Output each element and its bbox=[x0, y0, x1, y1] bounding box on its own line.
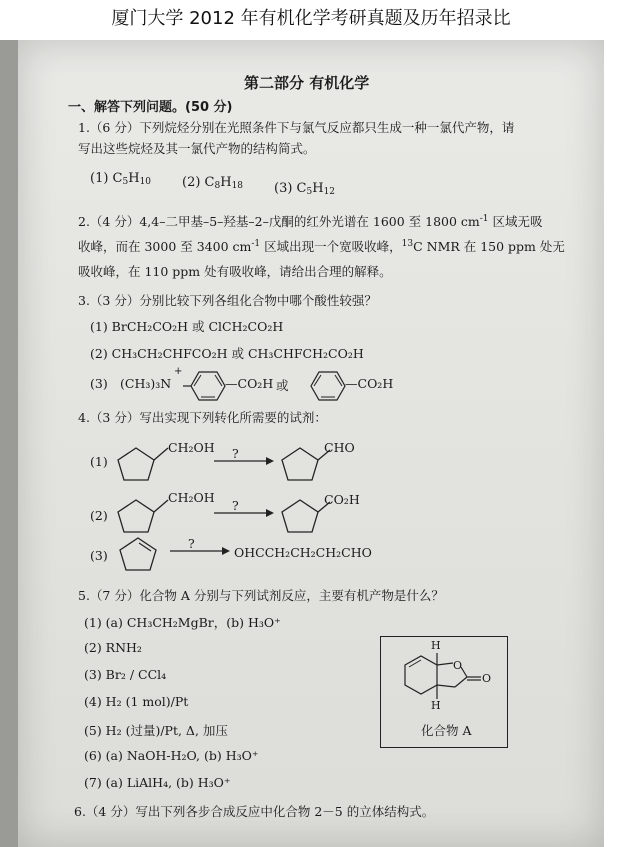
q4-row-1-substituent: CH₂OH bbox=[168, 440, 215, 455]
q5-item-4: (4) H₂ (1 mol)/Pt bbox=[84, 694, 189, 709]
part-title: 第二部分 有机化学 bbox=[244, 74, 370, 92]
q1-line2: 写出这些烷烃及其一氯代产物的结构简式。 bbox=[78, 141, 316, 156]
q4-row-1-product: CHO bbox=[324, 440, 355, 455]
q5-item-7: (7) (a) LiAlH₄, (b) H₃O⁺ bbox=[84, 775, 231, 790]
q4-row-1-question: ? bbox=[232, 446, 239, 461]
q3-row-3-label: (3) bbox=[90, 376, 108, 391]
q3-plus-charge: + bbox=[174, 366, 183, 377]
q5-item-5: (5) H₂ (过量)/Pt, Δ, 加压 bbox=[84, 723, 228, 738]
q4-title: 4.（3 分）写出实现下列转化所需要的试剂： bbox=[78, 410, 327, 425]
q5-title: 5.（7 分）化合物 A 分别与下列试剂反应，主要有机产物是什么？ bbox=[78, 588, 444, 603]
compound-a-h-bottom: H bbox=[431, 699, 441, 712]
q5-item-1: (1) (a) CH₃CH₂MgBr，(b) H₃O⁺ bbox=[84, 615, 281, 630]
q5-item-6: (6) (a) NaOH-H₂O, (b) H₃O⁺ bbox=[84, 748, 259, 763]
q4-row-2-product: CO₂H bbox=[324, 492, 360, 507]
q4-row-2-substituent: CH₂OH bbox=[168, 490, 215, 505]
q3-row-1: (1) BrCH₂CO₂H 或 ClCH₂CO₂H bbox=[90, 319, 284, 334]
q4-row-3-arrow bbox=[170, 546, 232, 556]
q4-row-2-question: ? bbox=[232, 498, 239, 513]
q3-carboxyl-2: —CO₂H bbox=[345, 376, 394, 391]
q3-carboxyl-1: —CO₂H bbox=[225, 376, 274, 391]
q4-row-2-arrow bbox=[214, 508, 274, 518]
q3-trimethylammonium-group: (CH₃)₃N bbox=[120, 376, 172, 391]
q5-item-2: (2) RNH₂ bbox=[84, 640, 142, 655]
q4-row-1-arrow bbox=[214, 456, 274, 466]
q1-line1: 1.（6 分）下列烷烃分别在光照条件下与氯气反应都只生成一种一氯代产物，请 bbox=[78, 120, 515, 135]
q6-title: 6.（4 分）写出下列各步合成反应中化合物 2－5 的立体结构式。 bbox=[74, 804, 435, 819]
q5-item-3: (3) Br₂ / CCl₄ bbox=[84, 667, 167, 682]
q4-cyclopentene bbox=[118, 534, 162, 574]
q3-or: 或 bbox=[276, 378, 289, 393]
q2-line1: 2.（4 分）4,4–二甲基–5–羟基–2–戊酮的红外光谱在 1600 至 1800 $cm^{-1}$ 区域无吸 bbox=[78, 214, 543, 229]
q3-row-2: (2) CH₃CH₂CHFCO₂H 或 CH₃CHFCH₂CO₂H bbox=[90, 346, 364, 361]
page-title: 厦门大学 2012 年有机化学考研真题及历年招录比 bbox=[111, 8, 511, 29]
compound-a-label: 化合物 A bbox=[421, 723, 472, 738]
exam-paper bbox=[18, 40, 604, 847]
section-heading: 一、解答下列问题。(50 分) bbox=[68, 100, 233, 115]
q1-formula-3: (3) $C_5H_{12}$ bbox=[274, 181, 336, 197]
compound-a-ring-oxygen: O bbox=[453, 659, 463, 672]
compound-a-box bbox=[380, 636, 508, 748]
q1-formula-1: (1) $C_5H_{10}$ bbox=[90, 171, 152, 187]
q4-row-3-label: (3) bbox=[90, 548, 108, 563]
q2-line3: 吸收峰，在 110 ppm 处有吸收峰，请给出合理的解释。 bbox=[78, 264, 392, 279]
q4-row-3-product: OHCCH₂CH₂CH₂CHO bbox=[234, 545, 372, 560]
q4-row-1-label: (1) bbox=[90, 454, 108, 469]
q3-title: 3.（3 分）分别比较下列各组化合物中哪个酸性较强？ bbox=[78, 293, 377, 308]
q2-line2: 收峰，而在 3000 至 3400 $cm^{-1}$ 区域出现一个宽吸收峰，$^{13}$C NMR 在 150 ppm 处无 bbox=[78, 239, 565, 254]
compound-a-h-top: H bbox=[431, 639, 441, 652]
background-strip bbox=[0, 40, 18, 847]
q1-formula-2: (2) $C_8H_{18}$ bbox=[182, 175, 244, 191]
q4-row-2-label: (2) bbox=[90, 508, 108, 523]
q4-row-3-question: ? bbox=[188, 536, 195, 551]
compound-a-carbonyl-oxygen: O bbox=[482, 672, 492, 685]
